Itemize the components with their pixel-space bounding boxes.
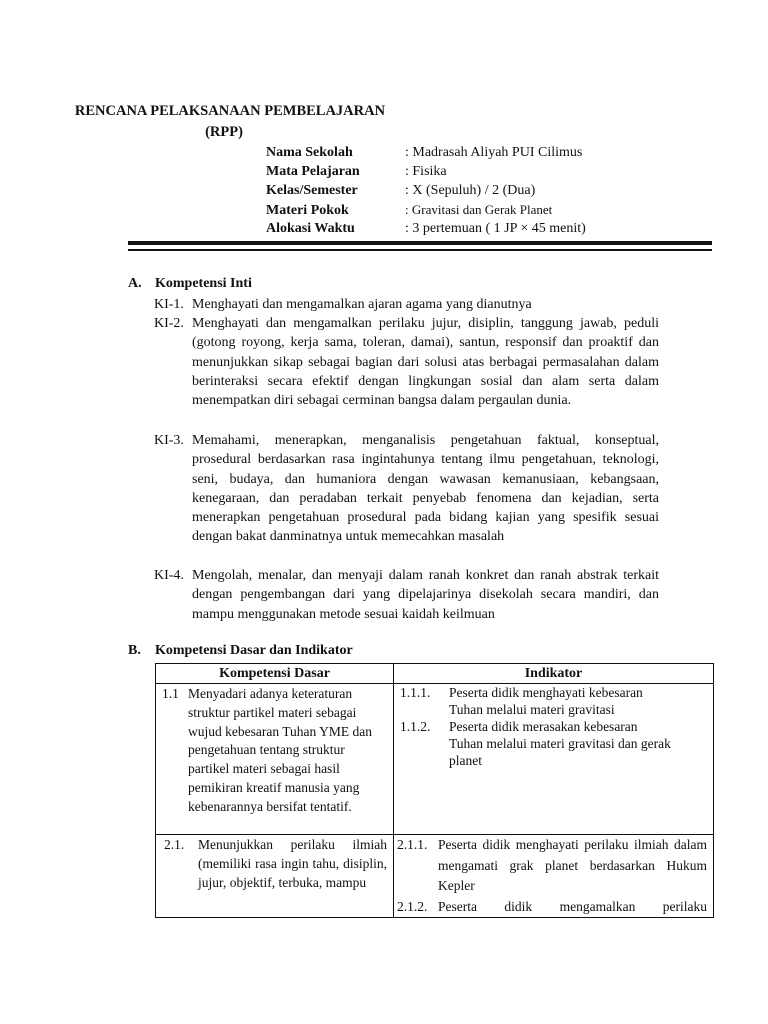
ki-text: Memahami, menerapkan, menganalisis pengetahuan faktual, konseptual, prosedural berdasarkan rasa ingintahunya tentang ilmu pengetahuan, teknologi, seni, budaya, dan humaniora dengan wawasan kemanusiaan, kebangsaan, kenegaraan, dan peradaban terkait penyebab fenomena dan kejadian, serta menerapkan pengetahuan prosedural pada bidang kajian yang spesifik sesuai dengan bakat danminatnya untuk memecahkan masalah [192,433,659,545]
ki-item [154,314,659,410]
ki-item [154,566,659,624]
section-letter: B. [128,643,141,658]
indicator-text: Peserta didik mengamalkan perilaku [438,898,707,914]
kd-number: 2.1. [164,837,185,852]
kd-cell [156,835,394,918]
table-header-row [156,664,714,684]
kd-cell [156,684,394,835]
identity-label: Mata Pelajaran [266,164,360,179]
indicator-cell [394,684,714,835]
ki-label: KI-4. [154,568,184,583]
indicator-text: Peserta didik merasakan kebesaran Tuhan melalui materi gravitasi dan gerak planet [449,719,671,768]
kd-item [156,684,393,819]
indicator-cell [394,835,714,918]
identity-value: : Fisika [405,164,447,179]
indicator-number: 1.1.2. [400,719,431,734]
kd-number: 1.1 [162,686,179,701]
section-letter: A. [128,276,142,291]
indicator-item [394,835,713,897]
identity-row-topic [266,200,586,219]
identity-value: : 3 pertemuan ( 1 JP × 45 menit) [405,221,586,236]
ki-text: Mengolah, menalar, dan menyaji dalam ranah konkret dan ranah abstrak terkait dengan pengembangan dari yang dipelajarinya disekolah secara mandiri, dan mampu menggunakan metode sesuai kaidah keilmuan [192,568,659,622]
identity-label: Kelas/Semester [266,183,358,198]
ki-label: KI-3. [154,433,184,448]
indicator-item [394,718,713,769]
indicator-text: Peserta didik menghayati kebesaran Tuhan melalui materi gravitasi [449,685,643,717]
document-title: RENCANA PELAKSANAAN PEMBELAJARAN [74,103,386,119]
section-title: Kompetensi Dasar dan Indikator [155,643,353,658]
table-row [156,684,714,835]
ki-label: KI-1. [154,297,184,312]
ki-text: Menghayati dan mengamalkan ajaran agama yang dianutnya [192,297,532,312]
indicator-item [394,897,713,918]
identity-value: : Madrasah Aliyah PUI Cilimus [405,145,583,160]
indicator-number: 2.1.2. [397,898,428,914]
table-header-cell: Kompetensi Dasar [156,664,394,684]
identity-row-time [266,219,586,238]
document-subtitle: (RPP) [205,124,243,140]
table-row [156,835,714,918]
header-divider-thick [128,241,712,245]
ki-item [154,431,659,547]
kd-indicator-table [155,663,714,918]
identity-row-subject [266,162,586,181]
ki-label: KI-2. [154,316,184,331]
identity-row-school [266,143,586,162]
identity-block [266,143,586,238]
identity-label: Materi Pokok [266,203,349,218]
indicator-item [394,684,713,718]
table-header-cell: Indikator [394,664,714,684]
identity-value: : Gravitasi dan Gerak Planet [405,202,553,217]
section-a-heading [128,276,252,292]
section-title: Kompetensi Inti [155,276,252,291]
header-divider-thin [128,249,712,251]
section-b-heading [128,643,353,659]
kd-item [156,835,393,894]
kd-text: Menyadari adanya keteraturan struktur partikel materi sebagai wujud kebesaran Tuhan YME dan pengetahuan tentang struktur partikel materi sebagai hasil pemikiran kreatif manusia yang kebenarannya bersifat tentatif. [188,686,372,814]
indicator-number: 1.1.1. [400,685,431,700]
identity-label: Nama Sekolah [266,145,353,160]
ki-text: Menghayati dan mengamalkan perilaku jujur, disiplin, tanggung jawab, peduli (gotong royong, kerja sama, toleran, damai), santun, responsif dan proaktif dan menunjukkan sikap sebagai bagian dari solusi atas berbagai permasalahan dalam berinteraksi secara efektif dengan lingkungan sosial dan alam serta dalam menempatkan diri sebagai cerminan bangsa dalam pergaulan dunia. [192,316,659,409]
ki-item [154,295,659,314]
indicator-number: 2.1.1. [397,837,428,852]
identity-label: Alokasi Waktu [266,221,355,236]
kd-text: Menunjukkan perilaku ilmiah (memiliki rasa ingin tahu, disiplin, jujur, objektif, terbuka, mampu [198,837,387,890]
identity-row-class [266,181,586,200]
identity-value: : X (Sepuluh) / 2 (Dua) [405,183,536,198]
indicator-text: Peserta didik menghayati perilaku ilmiah dalam mengamati grak planet berdasarkan Hukum Kepler [438,837,707,893]
